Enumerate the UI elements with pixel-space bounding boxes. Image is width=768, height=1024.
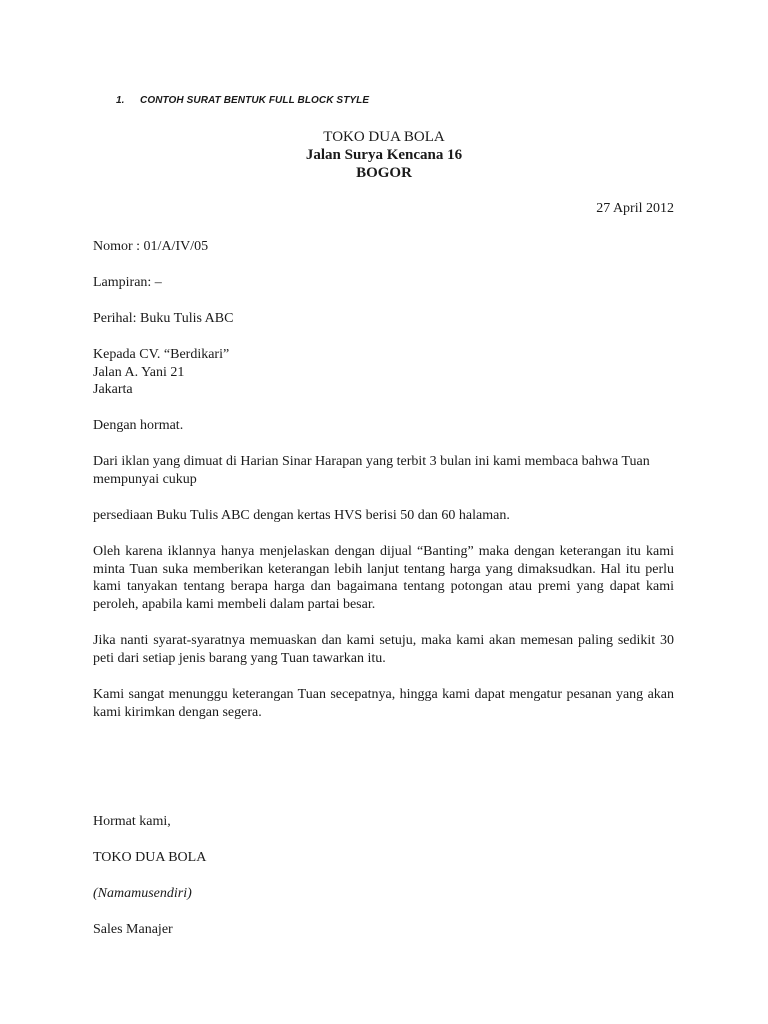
document-heading bbox=[116, 95, 369, 106]
letterhead-company: TOKO DUA BOLA bbox=[323, 129, 445, 145]
letterhead bbox=[0, 128, 768, 182]
closing-company: TOKO DUA BOLA bbox=[93, 850, 207, 865]
signer-position: Sales Manajer bbox=[93, 922, 173, 937]
letter-number: Nomor : 01/A/IV/05 bbox=[93, 239, 209, 254]
signer-name: (Namamusendiri) bbox=[93, 886, 192, 901]
closing-salutation: Hormat kami, bbox=[93, 814, 171, 829]
recipient-city: Jakarta bbox=[93, 382, 133, 397]
letterhead-street: Jalan Surya Kencana 16 bbox=[305, 147, 463, 163]
body-paragraph-3: Oleh karena iklannya hanya menjelaskan dengan dijual “Banting” maka dengan keterangan itu kami minta Tuan suka memberikan keterangan lebih lanjut tentang harga yang dimaksudkan. Hal itu perlu kami tanyakan tentang berapa harga dan bagaimana tentang potongan atau premi yang dapat kami peroleh, apabila kami membeli dalam partai besar. bbox=[93, 544, 674, 612]
body-paragraph-4: Jika nanti syarat-syaratnya memuaskan dan kami setuju, maka kami akan memesan paling sedikit 30 peti dari setiap jenis barang yang Tuan tawarkan itu. bbox=[93, 633, 674, 666]
heading-title: CONTOH SURAT BENTUK FULL BLOCK STYLE bbox=[140, 95, 370, 106]
body-paragraph-1: Dari iklan yang dimuat di Harian Sinar Harapan yang terbit 3 bulan ini kami membaca bahwa Tuan mempunyai cukup bbox=[93, 454, 650, 487]
greeting: Dengan hormat. bbox=[93, 418, 184, 433]
recipient-name: Kepada CV. “Berdikari” bbox=[93, 347, 230, 362]
letter-date: 27 April 2012 bbox=[596, 201, 674, 216]
heading-number: 1. bbox=[116, 95, 125, 106]
body-paragraph-5: Kami sangat menunggu keterangan Tuan secepatnya, hingga kami dapat mengatur pesanan yang akan kami kirimkan dengan segera. bbox=[93, 687, 674, 720]
letter-subject: Perihal: Buku Tulis ABC bbox=[93, 311, 234, 326]
letterhead-city: BOGOR bbox=[356, 165, 412, 181]
recipient-street: Jalan A. Yani 21 bbox=[93, 365, 185, 380]
letter-attachment: Lampiran: – bbox=[93, 275, 162, 290]
body-paragraph-2: persediaan Buku Tulis ABC dengan kertas HVS berisi 50 dan 60 halaman. bbox=[93, 508, 510, 523]
